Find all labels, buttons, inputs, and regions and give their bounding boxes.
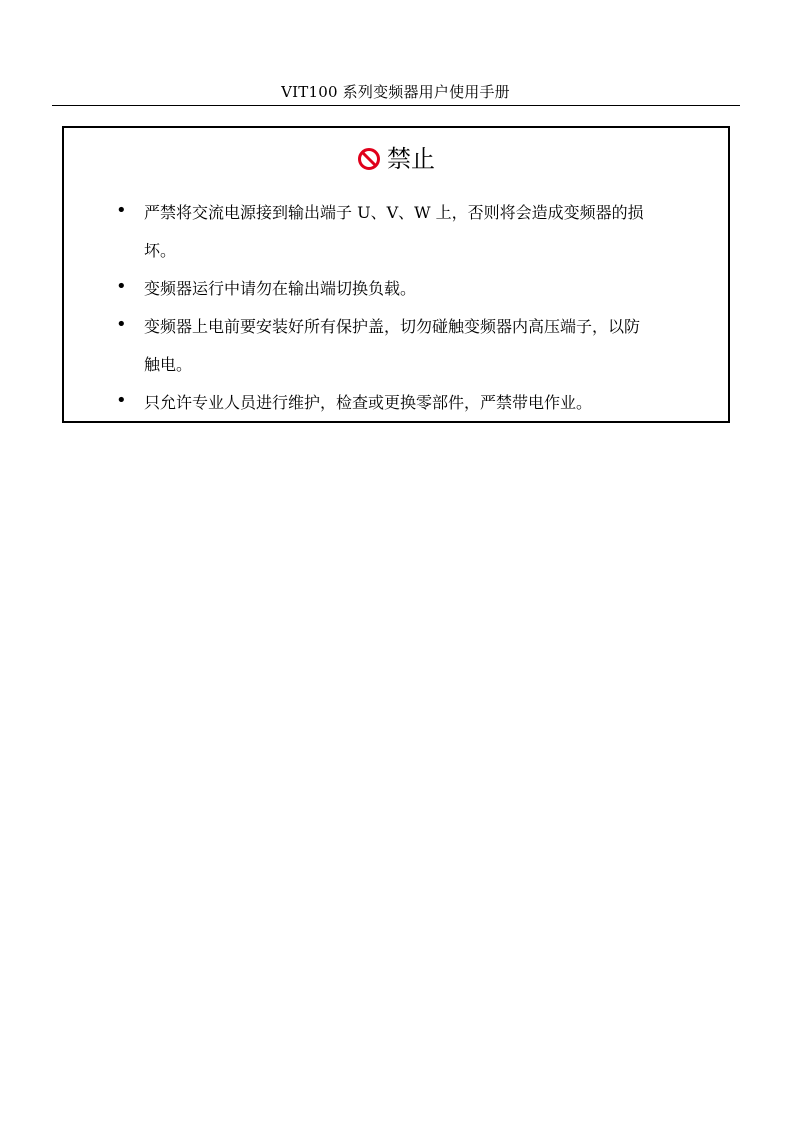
notice-list bbox=[64, 194, 728, 422]
notice-item-2 bbox=[64, 270, 728, 308]
notice-item-4 bbox=[64, 384, 728, 422]
notice-item-text-continued: 坏。 bbox=[144, 241, 177, 260]
prohibition-notice-box bbox=[62, 126, 730, 423]
running-header: VIT100 系列变频器用户使用手册 bbox=[281, 83, 510, 101]
notice-item-3 bbox=[64, 308, 728, 384]
notice-item-1 bbox=[64, 194, 728, 270]
notice-item-text: 变频器上电前要安装好所有保护盖，切勿碰触变频器内高压端子，以防 bbox=[144, 317, 641, 336]
bullet-icon: • bbox=[116, 276, 127, 297]
bullet-icon: • bbox=[116, 200, 127, 221]
notice-title bbox=[64, 144, 728, 174]
notice-title-text: 禁止 bbox=[387, 145, 435, 173]
bullet-icon: • bbox=[116, 314, 127, 335]
prohibited-icon bbox=[357, 147, 381, 171]
notice-item-text: 严禁将交流电源接到输出端子 U、V、W 上，否则将会造成变频器的损 bbox=[144, 203, 644, 222]
notice-item-text: 只允许专业人员进行维护，检查或更换零部件，严禁带电作业。 bbox=[144, 393, 593, 412]
header-rule bbox=[52, 105, 740, 106]
notice-item-text-continued: 触电。 bbox=[144, 355, 193, 374]
notice-item-text: 变频器运行中请勿在输出端切换负载。 bbox=[144, 279, 417, 298]
bullet-icon: • bbox=[116, 390, 127, 411]
